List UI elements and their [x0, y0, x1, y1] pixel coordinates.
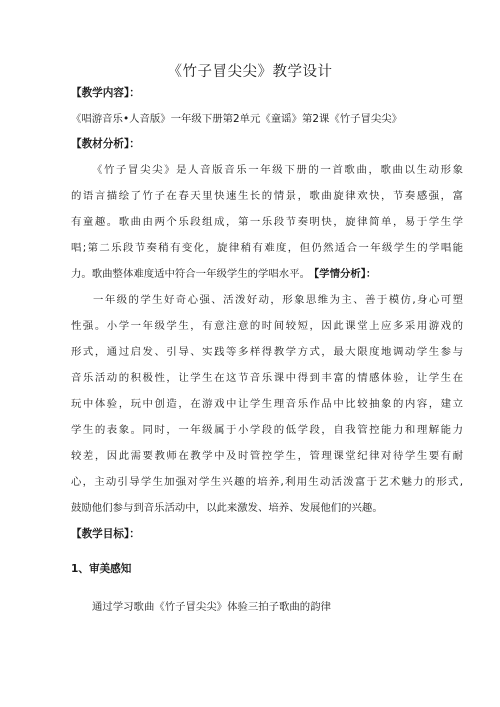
heading-teaching-content: 【教学内容】： — [71, 87, 140, 99]
student-line: 一年级的学生好奇心强、活泼好动，形象思维为主、善于模仿,身心可塑 — [93, 294, 463, 306]
teaching-content-text: 《唱游音乐•人音版》一年级下册第2单元《童谣》第2课《竹子冒尖尖》 — [71, 113, 403, 125]
analysis-line: 唱;第二乐段节奏稍有变化，旋律稍有难度，但仍然适合一年级学生的学唱能 — [71, 242, 463, 254]
student-line: 学生的表象。同时，一年级属于小学段的低学段，自我管控能力和理解能力 — [71, 424, 463, 436]
heading-student-analysis: 【学情分析】： — [313, 268, 377, 280]
analysis-line: 力。歌曲整体难度适中符合一年级学生的学唱水平。 — [71, 268, 310, 280]
student-line: 形式，通过启发、引导、实践等多样得教学方式，最大限度地调动学生参与 — [71, 346, 463, 358]
page-title: 《竹子冒尖尖》教学设计 — [167, 64, 333, 80]
analysis-line: 的语言描绘了竹子在春天里快速生长的情景，歌曲旋律欢快，节奏感强，富 — [71, 190, 463, 202]
student-line: 心，主动引导学生加强对学生兴趣的培养,利用生动活泼富于艺术魅力的形式, — [71, 476, 463, 488]
student-line: 玩中体验，玩中创造，在游戏中让学生理音乐作品中比较抽象的内容，建立 — [71, 398, 463, 410]
analysis-line: 有童趣。歌曲由两个乐段组成，第一乐段节奏明快，旋律简单，易于学生学 — [71, 216, 463, 228]
heading-teaching-goals: 【教学目标】： — [71, 528, 140, 540]
analysis-line-last — [71, 267, 463, 281]
student-line: 鼓励他们参与到音乐活动中，以此来激发、培养、发展他们的兴趣。 — [71, 502, 383, 514]
analysis-line: 《竹子冒尖尖》是人音版音乐一年级下册的一首歌曲，歌曲以生动形象 — [92, 164, 463, 176]
student-line: 较差，因此需要教师在教学中及时管控学生，管理课堂纪律对待学生要有耐 — [71, 450, 463, 462]
heading-material-analysis: 【教材分析】： — [71, 138, 140, 150]
goal-1-text: 通过学习歌曲《竹子冒尖尖》体验三拍子歌曲的韵律 — [92, 601, 331, 613]
student-line: 音乐活动的积极性，让学生在这节音乐课中得到丰富的情感体验，让学生在 — [71, 372, 463, 384]
student-line: 性强。小学一年级学生，有意注意的时间较短，因此课堂上应多采用游戏的 — [71, 320, 463, 332]
goal-1-heading: 1、审美感知 — [71, 563, 132, 575]
